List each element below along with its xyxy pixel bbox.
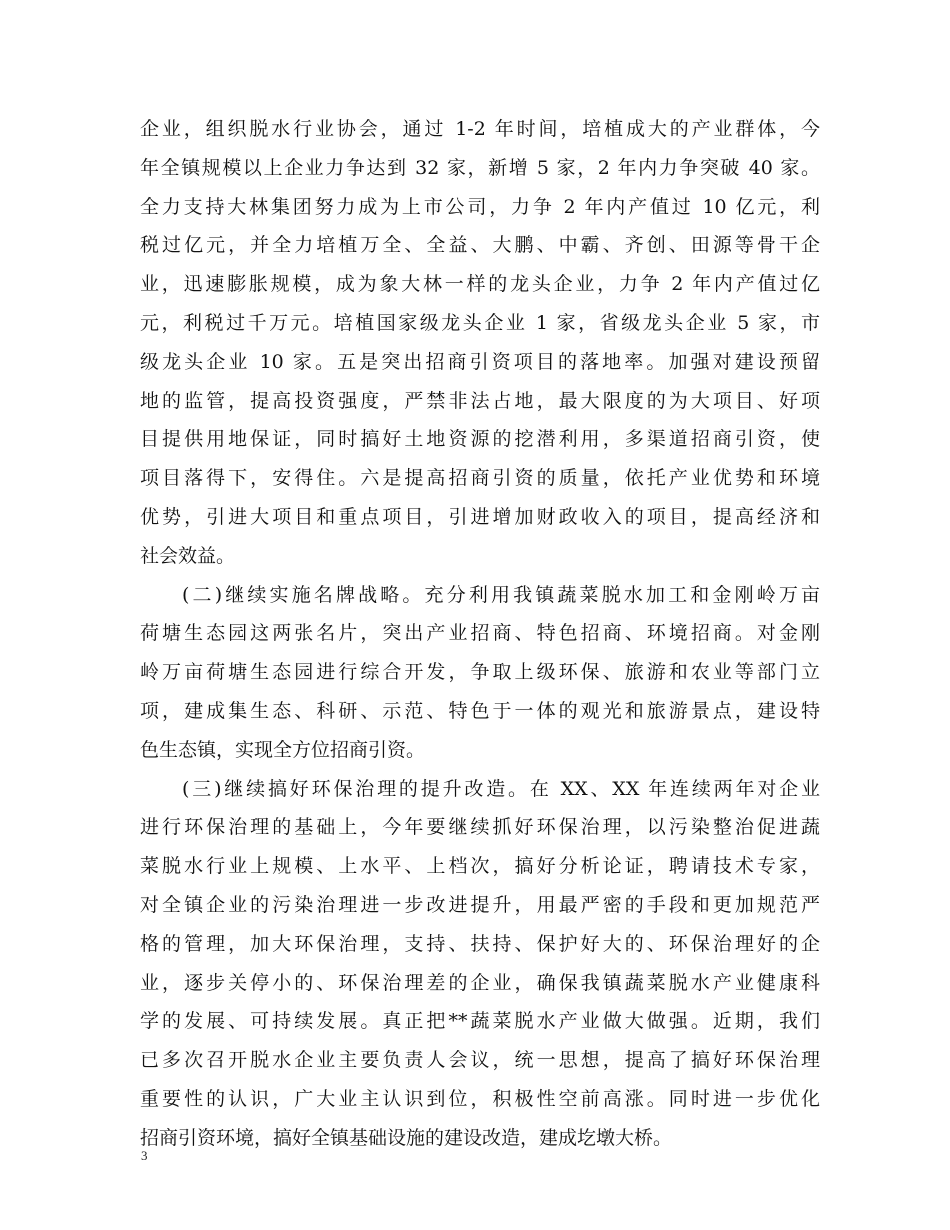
paragraph-line: 学的发展、可持续发展。真正把**蔬菜脱水产业做大做强。近期，我们 bbox=[140, 1010, 820, 1033]
paragraph-line: 元，利税过千万元。培植国家级龙头企业 1 家，省级龙头企业 5 家，市 bbox=[140, 311, 820, 334]
paragraph-line: 项目落得下，安得住。六是提高招商引资的质量，依托产业优势和环境 bbox=[140, 467, 820, 490]
paragraph-line: 目提供用地保证，同时搞好土地资源的挖潜利用，多渠道招商引资，使 bbox=[140, 428, 820, 451]
paragraph-line: 级龙头企业 10 家。五是突出招商引资项目的落地率。加强对建设预留 bbox=[140, 350, 820, 373]
paragraph-line: 全力支持大林集团努力成为上市公司，力争 2 年内产值过 10 亿元，利 bbox=[140, 195, 820, 218]
paragraph-line: (三)继续搞好环保治理的提升改造。在 XX、XX 年连续两年对企业 bbox=[182, 777, 820, 800]
paragraph-line: 企业，组织脱水行业协会，通过 1-2 年时间，培植成大的产业群体，今 bbox=[140, 118, 820, 140]
paragraph-line: 业，迅速膨胀规模，成为象大林一样的龙头企业，力争 2 年内产值过亿 bbox=[140, 273, 820, 296]
paragraph-line: 对全镇企业的污染治理进一步改进提升，用最严密的手段和更加规范严 bbox=[140, 893, 820, 916]
paragraph-line: 项，建成集生态、科研、示范、特色于一体的观光和旅游景点，建设特 bbox=[140, 699, 820, 722]
paragraph-line: 菜脱水行业上规模、上水平、上档次，搞好分析论证，聘请技术专家， bbox=[140, 855, 820, 878]
paragraph-line: 格的管理，加大环保治理，支持、扶持、保护好大的、环保治理好的企 bbox=[140, 932, 820, 955]
paragraph-line: 岭万亩荷塘生态园进行综合开发，争取上级环保、旅游和农业等部门立 bbox=[140, 661, 820, 684]
paragraph-line: 优势，引进大项目和重点项目，引进增加财政收入的项目，提高经济和 bbox=[140, 505, 820, 528]
paragraph-line: 社会效益。 bbox=[140, 544, 236, 567]
paragraph-line: 业，逐步关停小的、环保治理差的企业，确保我镇蔬菜脱水产业健康科 bbox=[140, 971, 820, 994]
paragraph-line: 进行环保治理的基础上，今年要继续抓好环保治理，以污染整治促进蔬 bbox=[140, 816, 820, 839]
paragraph-line: 地的监管，提高投资强度，严禁非法占地，最大限度的为大项目、好项 bbox=[140, 389, 820, 412]
paragraph-line: 年全镇规模以上企业力争达到 32 家，新增 5 家，2 年内力争突破 40 家。 bbox=[140, 156, 820, 179]
body-text bbox=[140, 110, 820, 1158]
paragraph-line: 荷塘生态园这两张名片，突出产业招商、特色招商、环境招商。对金刚 bbox=[140, 622, 820, 645]
paragraph-line: 已多次召开脱水企业主要负责人会议，统一思想，提高了搞好环保治理 bbox=[140, 1049, 820, 1072]
paragraph-line: (二)继续实施名牌战略。充分利用我镇蔬菜脱水加工和金刚岭万亩 bbox=[182, 583, 820, 606]
page-number: 3 bbox=[141, 1148, 148, 1163]
paragraph-line: 色生态镇，实现全方位招商引资。 bbox=[140, 738, 426, 761]
paragraph-line: 重要性的认识，广大业主认识到位，积极性空前高涨。同时进一步优化 bbox=[140, 1087, 820, 1110]
paragraph-line: 招商引资环境，搞好全镇基础设施的建设改造，建成圪墩大桥。 bbox=[140, 1126, 673, 1149]
paragraph-line: 税过亿元，并全力培植万全、全益、大鹏、中霸、齐创、田源等骨干企 bbox=[140, 234, 820, 257]
